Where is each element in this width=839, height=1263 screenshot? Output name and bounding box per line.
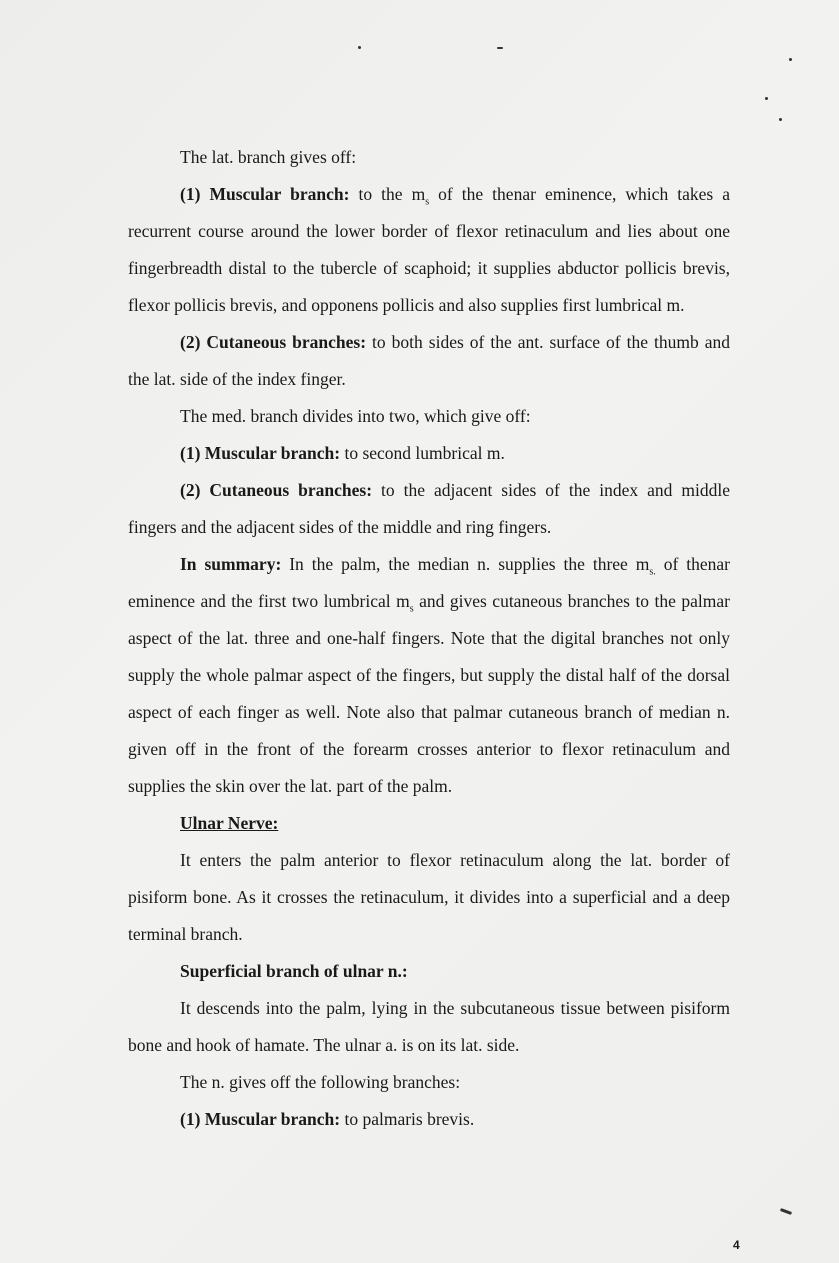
paragraph-ulnar-nerve: It enters the palm anterior to flexor retinaculum along the lat. border of pisiform bone. As it crosses the retinaculum, it divides into a superficial and a deep terminal branch. xyxy=(128,850,730,944)
scan-speck xyxy=(780,1208,792,1215)
label-muscular-branch: (1) Muscular branch: xyxy=(180,443,341,463)
scan-speck xyxy=(497,47,503,49)
paragraph-med-muscular-branch xyxy=(128,435,730,472)
label-cutaneous-branches: (2) Cutaneous branches: xyxy=(180,332,367,352)
paragraph-lat-branch-intro: The lat. branch gives off: xyxy=(180,147,357,167)
subscript: s xyxy=(409,603,414,615)
text-segment: to the m xyxy=(349,184,426,204)
label-muscular-branch: (1) Muscular branch: xyxy=(180,184,350,204)
paragraph-med-branch-intro: The med. branch divides into two, which give off: xyxy=(180,406,531,426)
paragraph-lat-cutaneous-branches xyxy=(128,324,730,398)
label-cutaneous-branches: (2) Cutaneous branches: xyxy=(180,480,373,500)
text-segment: and gives cutaneous branches to the palmar aspect of the lat. three and one-half fingers. Note that the digital branches not only supply the whole palmar aspect of the fingers, but supply the distal half of the dorsal aspect of each finger as well. Note also that palmar cutaneous branch of median n. given off in the front of the forearm crosses anterior to flexor retinaculum and supplies the skin over the lat. part of the palm. xyxy=(128,591,730,796)
scan-speck xyxy=(765,97,768,100)
heading-ulnar-nerve-text: Ulnar Nerve: xyxy=(180,813,279,833)
text-segment: to second lumbrical m. xyxy=(340,443,505,463)
paragraph-summary xyxy=(128,546,730,805)
page-body xyxy=(128,139,730,1138)
subscript: s xyxy=(425,196,430,208)
scan-speck xyxy=(789,58,792,61)
paragraph-med-cutaneous-branches xyxy=(128,472,730,546)
page-number: 4 xyxy=(733,1238,740,1252)
scan-speck xyxy=(358,46,361,49)
paragraph-superficial-branch: It descends into the palm, lying in the subcutaneous tissue between pisiform bone and hook of hamate. The ulnar a. is on its lat. side. xyxy=(128,998,730,1055)
heading-superficial-branch: Superficial branch of ulnar n.: xyxy=(180,961,408,981)
scan-speck xyxy=(779,118,782,121)
label-in-summary: In summary: xyxy=(180,554,282,574)
text-segment: of the thenar eminence, which takes a recurrent course around the lower border of flexor retinaculum and lies about one fingerbreadth distal to the tubercle of scaphoid; it supplies abductor pollicis brevis, flexor pollicis brevis, and opponens pollicis and also supplies first lumbrical m. xyxy=(128,184,731,315)
subscript: s. xyxy=(649,566,656,578)
heading-ulnar-nerve xyxy=(128,805,730,842)
paragraph-branches-intro: The n. gives off the following branches: xyxy=(180,1072,461,1092)
text-segment: of thenar eminence and the first two lumbrical m xyxy=(128,554,730,611)
paragraph-lat-muscular-branch xyxy=(128,176,730,324)
label-muscular-branch: (1) Muscular branch: xyxy=(180,1109,341,1129)
text-segment: to palmaris brevis. xyxy=(340,1109,475,1129)
text-segment: to both sides of the ant. surface of the thumb and the lat. side of the index finger. xyxy=(128,332,730,389)
text-segment: to the adjacent sides of the index and middle fingers and the adjacent sides of the middle and ring fingers. xyxy=(128,480,730,537)
paragraph-ulnar-muscular-branch xyxy=(128,1101,730,1138)
text-segment: In the palm, the median n. supplies the three m xyxy=(281,554,650,574)
